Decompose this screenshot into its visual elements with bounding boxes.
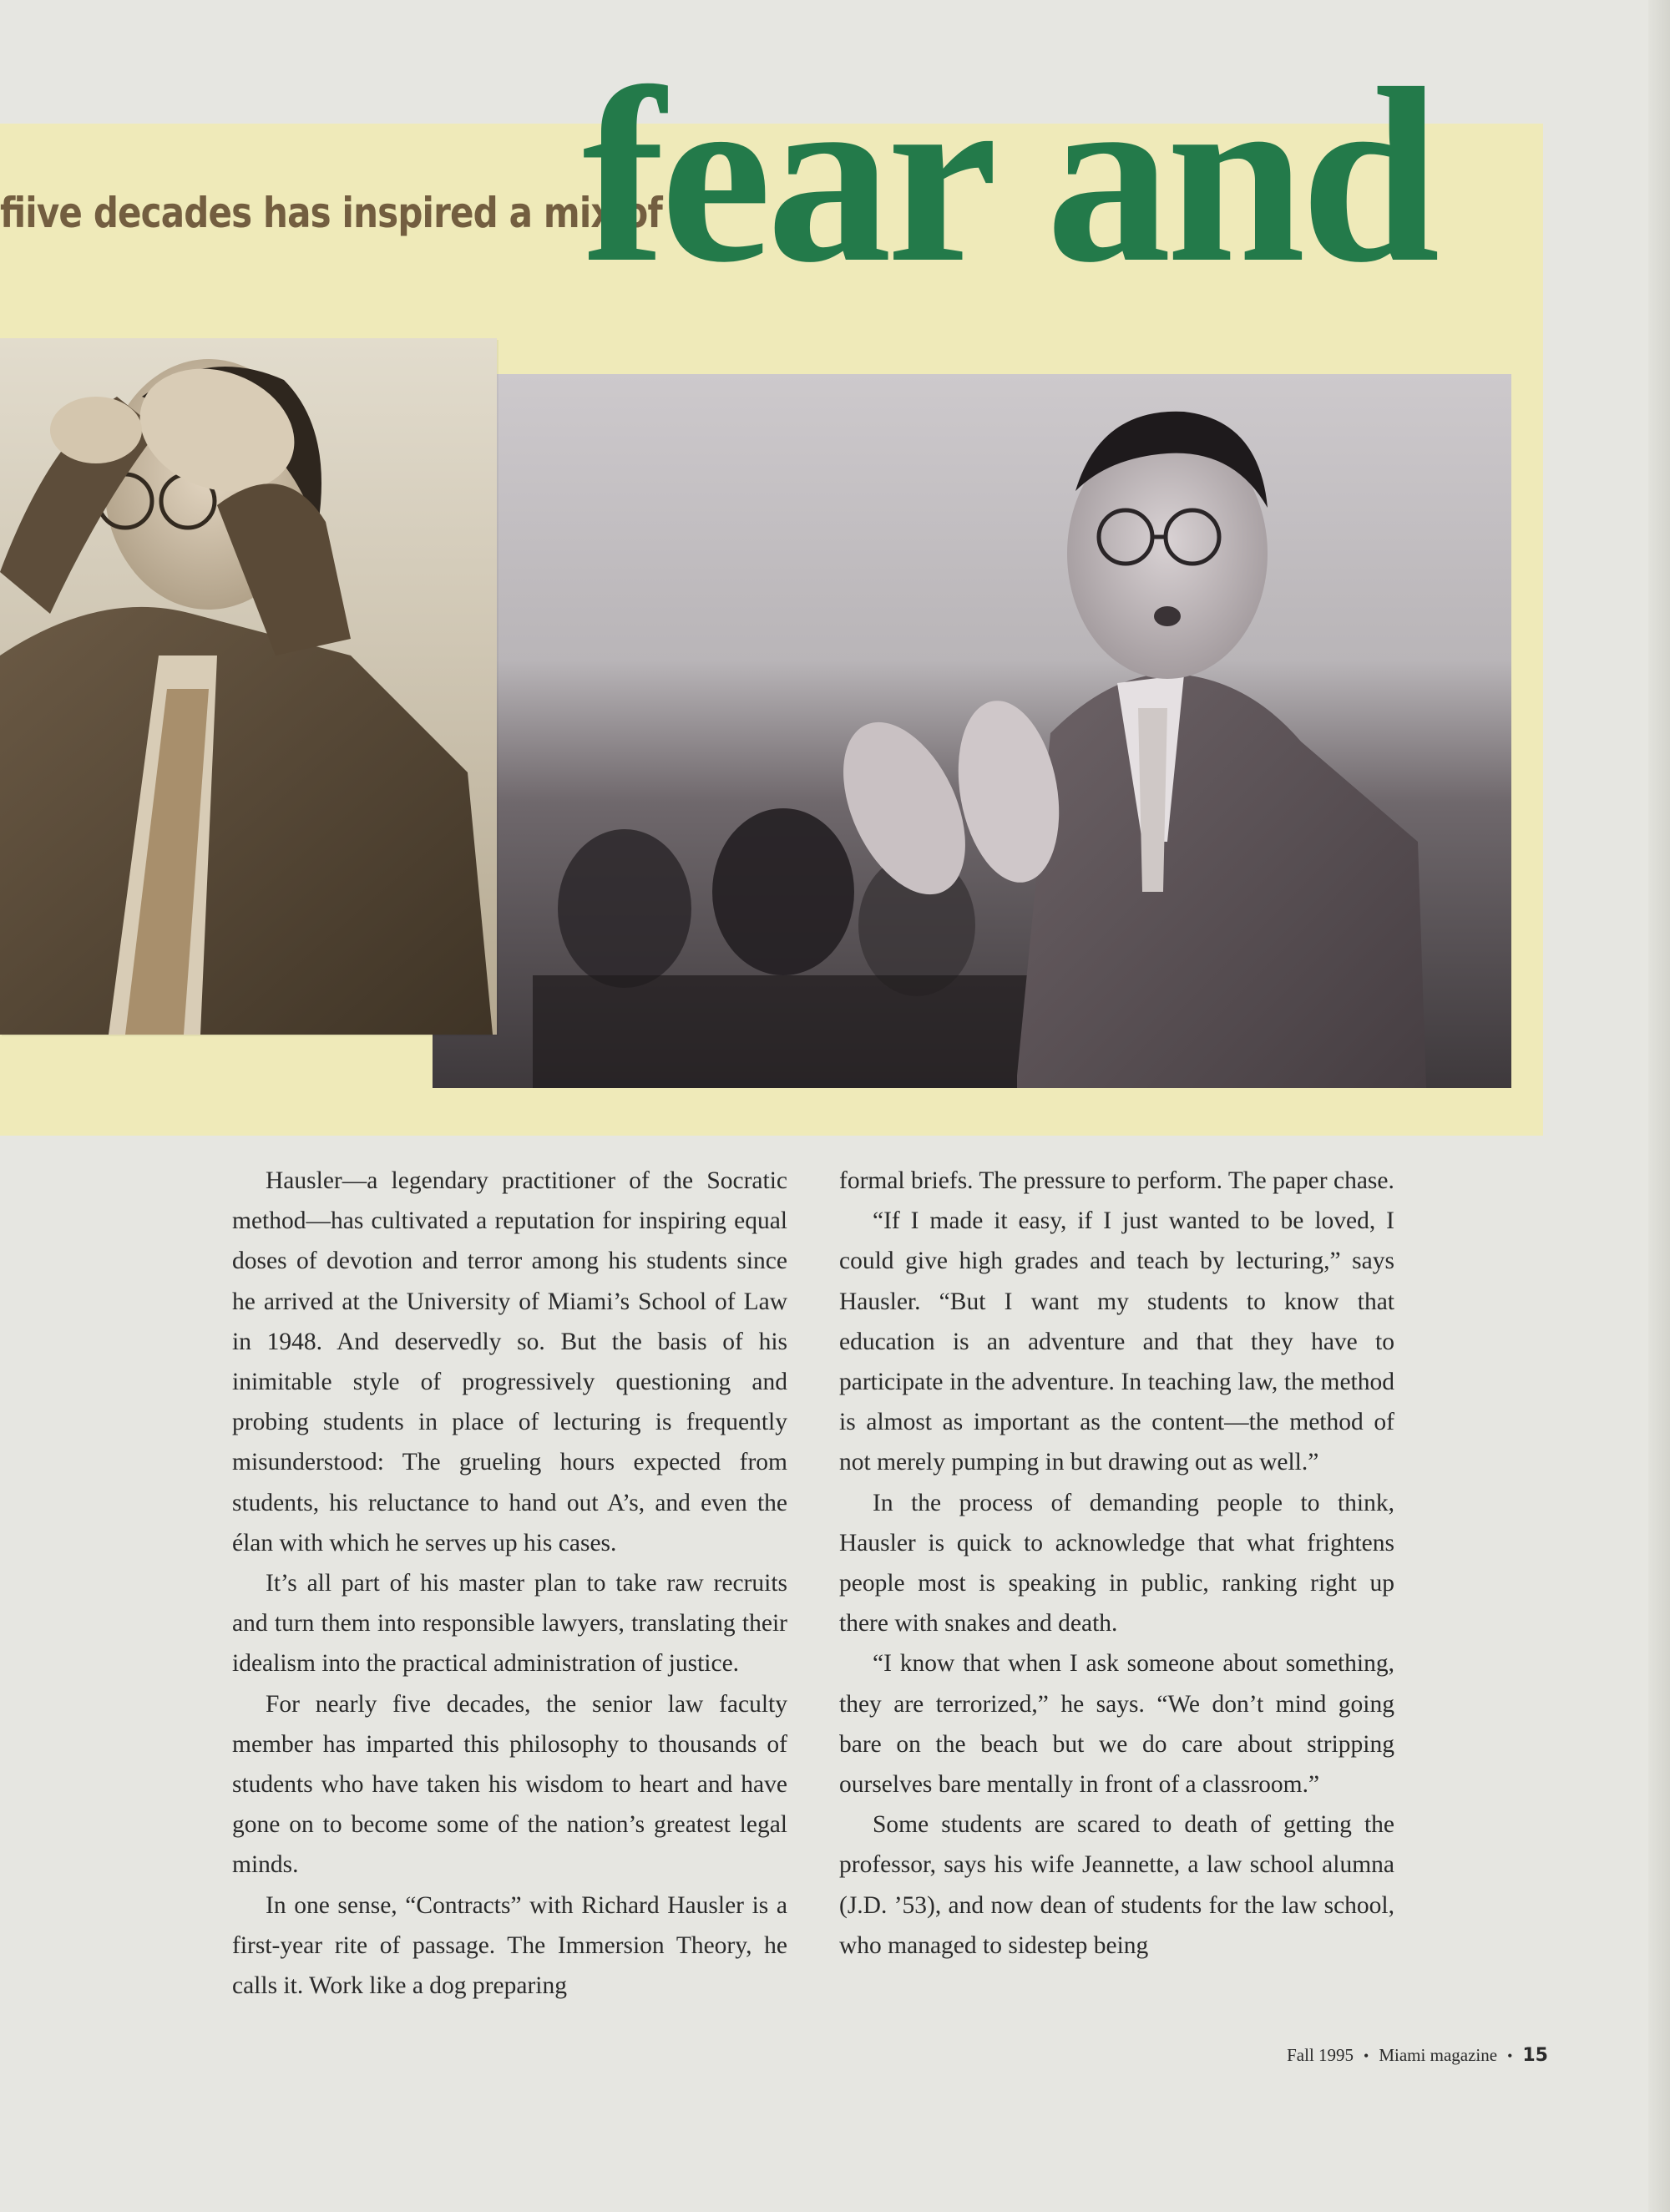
headline-lead-in-text: ive decades has inspired a mix of [25, 189, 662, 237]
headline-lead-in-first-letter: ﬁ [0, 189, 26, 237]
headline-lead-in [0, 180, 662, 246]
body-column-right [839, 1161, 1394, 1966]
body-column-left [232, 1161, 787, 2006]
photo-lecture-drawing [433, 374, 1511, 1088]
page-footer [1287, 2038, 1548, 2072]
paragraph: “If I made it easy, if I just wanted to be loved, I could give high grades and teach by lecturing,” says Hausler. “But I want my students to know that education is an adventure and that they have to participate in the adventure. In teaching law, the method is almost as important as the content—the method of not merely pumping in but drawing out as well.” [839, 1207, 1394, 1476]
bullet-separator-icon: • [1364, 2047, 1369, 2064]
page-number: 15 [1522, 2045, 1548, 2066]
paragraph: formal briefs. The pressure to perform. The paper chase. [839, 1167, 1394, 1194]
page-edge [1648, 0, 1670, 2212]
paragraph: In one sense, “Contracts” with Richard Hausler is a first-year rite of passage. The Immersion Theory, he calls it. Work like a dog preparing [232, 1891, 787, 2000]
footer-issue: Fall 1995 [1287, 2045, 1354, 2065]
paragraph: In the process of demanding people to think, Hausler is quick to acknowledge that what frightens people most is speaking in public, ranking right up there with snakes and death. [839, 1489, 1394, 1637]
photo-hands-on-head [0, 338, 497, 1035]
paragraph: Some students are scared to death of getting the professor, says his wife Jeannette, a law school alumna (J.D. ’53), and now dean of students for the law school, who managed to sidestep being [839, 1811, 1394, 1959]
paragraph: “I know that when I ask someone about something, they are terrorized,” he says. “We don’t mind going bare on the beach but we do care about stripping ourselves bare mentally in front of a classroom.” [839, 1650, 1394, 1799]
paragraph: It’s all part of his master plan to take raw recruits and turn them into responsible lawyers, translating their idealism into the practical administration of justice. [232, 1570, 787, 1678]
headline-emphasis: fear and [582, 37, 1435, 314]
paragraph: For nearly five decades, the senior law faculty member has imparted this philosophy to thousands of students who have taken his wisdom to heart and have gone on to become some of the nation’s greatest legal minds. [232, 1690, 787, 1879]
photo-lecture [433, 374, 1511, 1088]
footer-magazine: Miami magazine [1379, 2045, 1498, 2065]
bullet-separator-icon: • [1507, 2047, 1513, 2064]
paragraph: Hausler—a legendary practitioner of the Socratic method—has cultivated a reputation for inspiring equal doses of devotion and terror among his students since he arrived at the University of Miami’s School of Law in 1948. And deservedly so. But the basis of his inimitable style of progressively questioning and probing students in place of lecturing is frequently misunderstood: The grueling hours expected from students, his reluctance to hand out A’s, and even the élan with which he serves up his cases. [232, 1167, 787, 1556]
photo-hands-on-head-drawing [0, 338, 497, 1035]
